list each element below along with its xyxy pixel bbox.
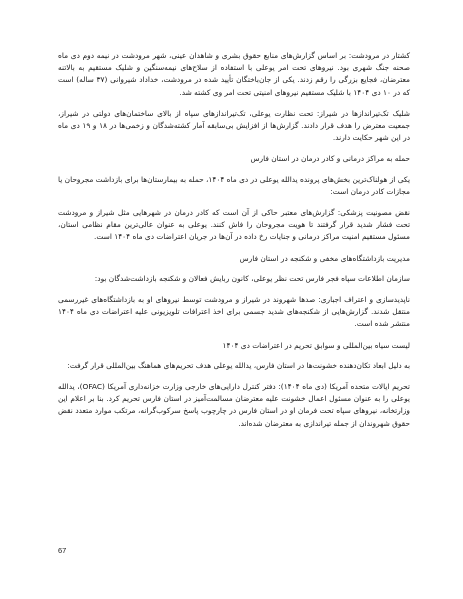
paragraph-intelligence-org: سازمان اطلاعات سپاه فجر فارس تحت نظر یوعلی، کانون ربایش فعالان و شکنجه بازداشت‌شدگان بود: xyxy=(94,273,410,283)
paragraph-international-sanctions: به دلیل ابعاد تکان‌دهنده خشونت‌ها در استان فارس، یدالله یوعلی هدف تحریم‌های هماهنگ بین‌المللی قرار گرفت: xyxy=(67,360,410,370)
section-heading-secret-detention: مدیریت بازداشتگاه‌های مخفی و شکنجه در استان فارس xyxy=(239,253,410,263)
paragraph-medical-immunity: نقض مصونیت پزشکی: گزارش‌های معتبر حاکی از آن است که کادر درمان در شهرهایی مثل شیراز و مرودشت تحت فشار شدید قرار گرفتند تا هویت مجروحان را فاش کنند. یوعلی به عنوان عالی‌ترین مقام نظامی استان، مسئول مستقیم امنیت مراکز درمانی و جنایات رخ داده در آن‌ها در جریان اعتراضات دی ماه ۱۴۰۴ است. xyxy=(58,208,410,242)
page-number: 67 xyxy=(58,546,67,555)
document-body xyxy=(58,50,410,439)
paragraph-forced-confessions: ناپدیدسازی و اعتراف اجباری: صدها شهروند در شیراز و مرودشت توسط نیروهای او به بازداشتگاه‌های غیررسمی منتقل شدند. گزارش‌هایی از شکنجه‌های شدید جسمی برای اخذ اعترافات تلویزیونی علیه اعتراضات دی ماه ۱۴۰۴ منتشر شده است. xyxy=(58,295,410,329)
paragraph-marvdasht-massacre: کشتار در مرودشت: بر اساس گزارش‌های منابع حقوق بشری و شاهدان عینی، شهر مرودشت در نیمه دوم دی ماه صحنه جنگ شهری بود. نیروهای تحت امر یوعلی با استفاده از سلاح‌های نیمه‌سنگین و شلیک مستقیم به بالاتنه معترضان، فجایع بزرگی را رقم زدند. یکی از جان‌باختگان تأیید شده در مرودشت، خداداد شیروانی (۳۷ ساله) است که در ۱۰ دی ۱۴۰۴ با شلیک مستقیم نیروهای امنیتی تحت امر وی کشته شد. xyxy=(58,51,410,97)
paragraph-hospital-attacks: یکی از هولناک‌ترین بخش‌های پرونده یدالله یوعلی در دی ماه ۱۴۰۴، حمله به بیمارستان‌ها برای بازداشت مجروحان یا مجازات کادر درمان است: xyxy=(58,174,411,196)
paragraph-us-sanctions: تحریم ایالات متحده آمریکا (دی ماه ۱۴۰۴): دفتر کنترل دارایی‌های خارجی وزارت خزانه‌داری آمریکا (OFAC)، یدالله یوعلی را به عنوان مسئول اعمال خشونت علیه معترضان مسالمت‌آمیز در استان فارس تحریم کرد. بنا بر اعلام این وزارتخانه، نیروهای سپاه تحت فرمان او در استان فارس در چارچوب پاسخ سرکوب‌گرانه، مرتکب موارد متعدد نقض حقوق شهروندان از جمله تیراندازی به معترضان شده‌اند. xyxy=(58,382,410,428)
paragraph-shiraz-snipers: شلیک تک‌تیراندازها در شیراز: تحت نظارت یوعلی، تک‌تیراندازهای سپاه از بالای ساختمان‌های دولتی در شیراز، جمعیت معترض را هدف قرار دادند. گزارش‌ها از افزایش بی‌سابقه آمار کشته‌شدگان و زخمی‌ها در ۱۸ و ۱۹ دی ماه در این شهر حکایت دارند. xyxy=(58,108,410,143)
section-heading-sanctions: لیست سیاه بین‌المللی و سوابق تحریم در اعتراضات دی ۱۴۰۴ xyxy=(222,340,410,350)
section-heading-medical-attacks: حمله به مراکز درمانی و کادر درمان در استان فارس xyxy=(250,154,410,164)
